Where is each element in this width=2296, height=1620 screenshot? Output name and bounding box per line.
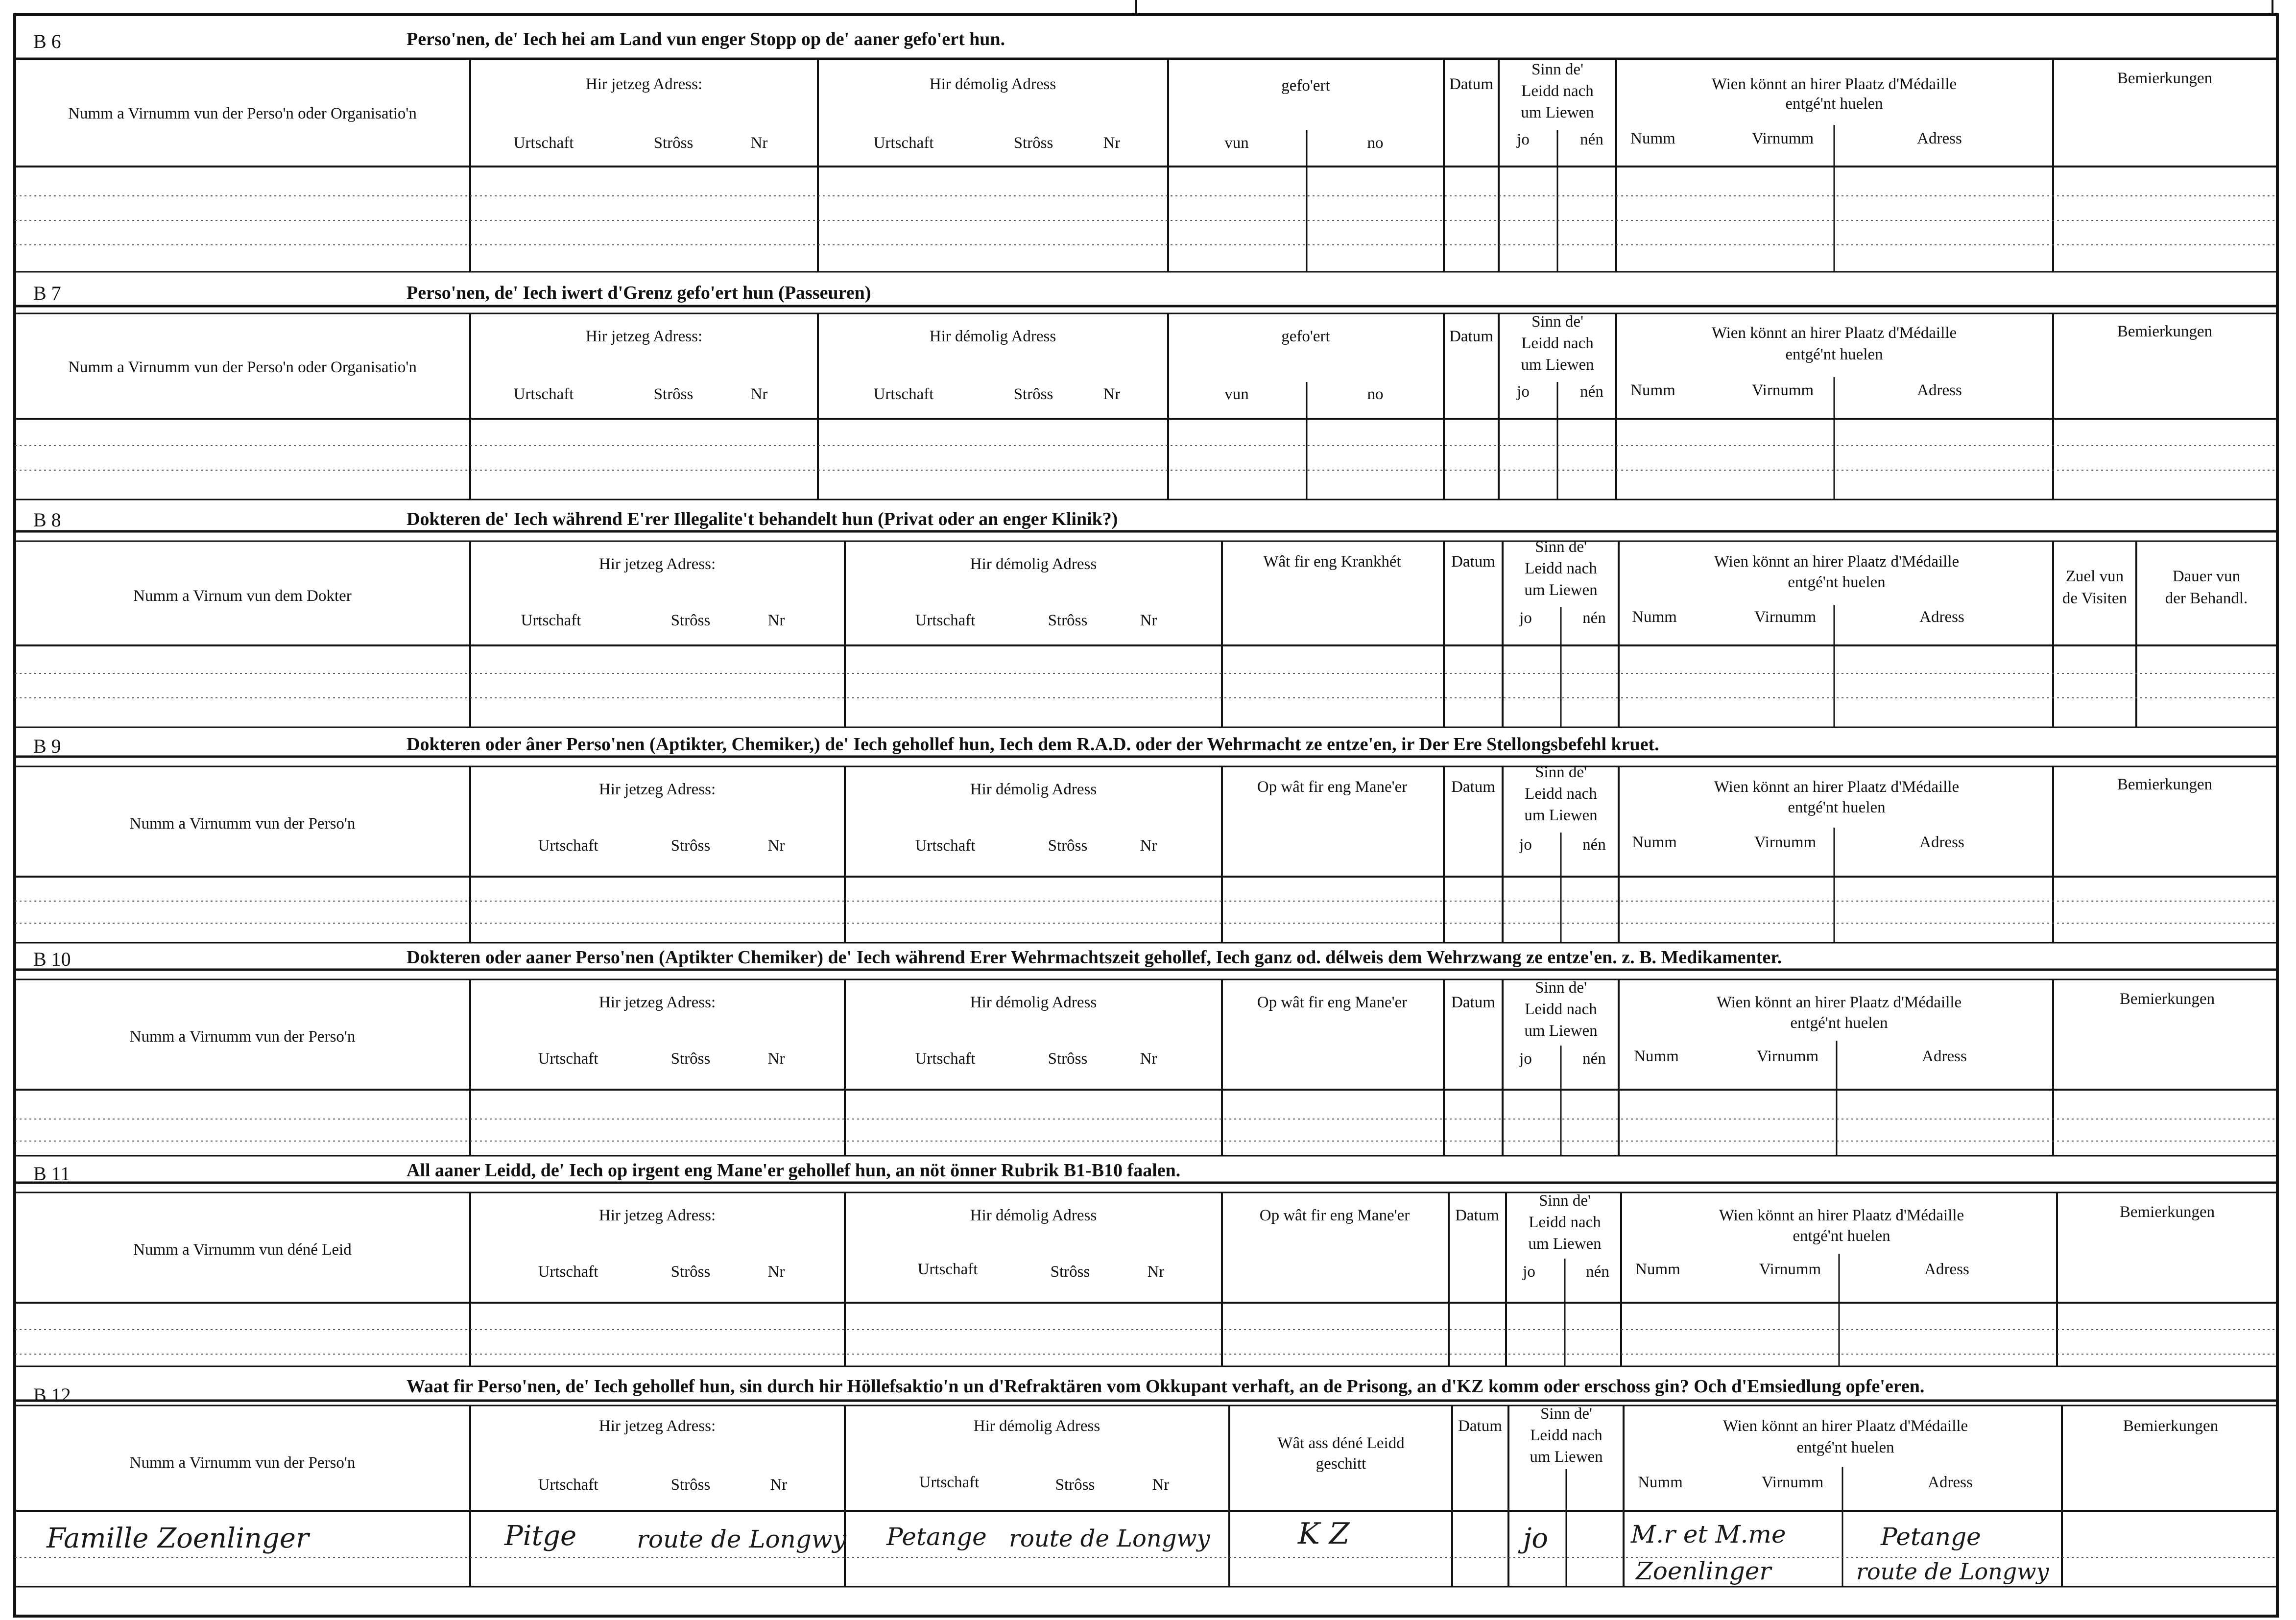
- virnumm-label: Virnumm: [1761, 1474, 1824, 1491]
- virnumm-label: Virnumm: [1751, 381, 1814, 399]
- nr-label: Nr: [767, 612, 785, 629]
- numm-label: Numm: [1630, 130, 1675, 147]
- urtschaft-label: Urtschaft: [873, 385, 934, 403]
- section-title: Dokteren oder aaner Perso'nen (Aptikter Chemiker) de' Iech während Erer Wehrmachtszeit gehollef, Iech ganz od. délweis dem Wehrzwang ze entze'en. z. B. Medikamenter.: [407, 947, 1782, 968]
- alive-header-line: um Liewen: [1524, 581, 1598, 599]
- section-b10: [15, 947, 2277, 1156]
- former-address-header: Hir démolig Adress: [970, 994, 1097, 1011]
- datum-header: Datum: [1451, 778, 1495, 796]
- entry-medal-address-line2: route de Longwy: [1856, 1558, 2049, 1585]
- alive-header-line: Sinn de': [1535, 979, 1587, 997]
- nen-label: nén: [1582, 609, 1606, 627]
- section-code: B 10: [33, 948, 71, 970]
- stross-label: Strôss: [670, 1476, 711, 1494]
- nr-label: Nr: [1152, 1476, 1170, 1494]
- urtschaft-label: Urtschaft: [521, 612, 581, 629]
- medal-header-line: Wien könnt an hirer Plaatz d'Médaille: [1714, 553, 1960, 571]
- stross-label: Strôss: [670, 837, 711, 855]
- remarks-header: Bemierkungen: [2119, 1203, 2215, 1221]
- entry-what-happened: K Z: [1298, 1517, 1350, 1551]
- adress-label: Adress: [1922, 1048, 1967, 1065]
- section-code: B 11: [33, 1163, 71, 1185]
- nr-label: Nr: [750, 385, 768, 403]
- stross-label: Strôss: [653, 134, 694, 152]
- section-title: Dokteren oder âner Perso'nen (Aptikter, Chemiker,) de' Iech gehollef hun, Iech dem R.A.D. oder der Wehrmacht ze entze'en, ir Der Ere Stellongsbefehl kruet.: [407, 734, 1659, 755]
- virnumm-label: Virnumm: [1751, 130, 1814, 147]
- urtschaft-label: Urtschaft: [915, 837, 976, 855]
- transported-header: gefo'ert: [1281, 328, 1330, 345]
- medal-header-line: entgé'nt huelen: [1793, 1227, 1890, 1245]
- jo-label: jo: [1517, 131, 1530, 148]
- entry-medal-name-line1: M.r et M.me: [1631, 1520, 1786, 1549]
- virnumm-label: Virnumm: [1759, 1261, 1821, 1278]
- medal-header-line: Wien könnt an hirer Plaatz d'Médaille: [1711, 324, 1957, 342]
- alive-header-line: Sinn de': [1540, 1405, 1592, 1423]
- alive-header-line: um Liewen: [1521, 104, 1594, 121]
- name-column-header: Numm a Virnumm vun der Perso'n: [129, 1454, 356, 1472]
- remarks-header: Bemierkungen: [2117, 776, 2213, 793]
- section-title: Perso'nen, de' Iech hei am Land vun enger Stopp op de' aaner gefo'ert hun.: [407, 29, 1005, 49]
- stross-label: Strôss: [1048, 837, 1088, 855]
- visits-header-line: Zuel vun: [2065, 568, 2124, 585]
- numm-label: Numm: [1630, 381, 1675, 399]
- medal-header-line: Wien könnt an hirer Plaatz d'Médaille: [1719, 1207, 1964, 1224]
- current-address-header: Hir jetzeg Adress:: [585, 328, 703, 345]
- name-column-header: Numm a Virnumm vun der Perso'n: [129, 815, 356, 833]
- current-address-header: Hir jetzeg Adress:: [598, 1417, 716, 1435]
- stross-label: Strôss: [1048, 612, 1088, 629]
- jo-label: jo: [1519, 1050, 1532, 1068]
- medal-header-line: Wien könnt an hirer Plaatz d'Médaille: [1714, 778, 1960, 796]
- datum-header: Datum: [1458, 1417, 1502, 1435]
- former-address-header: Hir démolig Adress: [929, 75, 1056, 93]
- nen-label: nén: [1580, 131, 1603, 148]
- stross-label: Strôss: [1013, 134, 1053, 152]
- remarks-header: Bemierkungen: [2117, 323, 2213, 340]
- illness-header: Wât fir eng Krankhét: [1263, 553, 1401, 571]
- alive-header-line: Leidd nach: [1529, 1214, 1601, 1231]
- datum-header: Datum: [1449, 75, 1493, 93]
- urtschaft-label: Urtschaft: [538, 1050, 598, 1068]
- former-address-header: Hir démolig Adress: [973, 1417, 1100, 1435]
- entry-former-town: Petange: [886, 1523, 987, 1551]
- entry-medal-name-line2: Zoenlinger: [1636, 1557, 1771, 1585]
- stross-label: Strôss: [653, 385, 694, 403]
- alive-header-line: Sinn de': [1531, 61, 1583, 78]
- what-happened-header-line: geschitt: [1315, 1455, 1366, 1473]
- section-code: B 12: [33, 1384, 71, 1406]
- nen-label: nén: [1582, 1050, 1606, 1068]
- medal-header-line: entgé'nt huelen: [1785, 346, 1883, 363]
- manner-header: Op wât fir eng Mane'er: [1257, 994, 1408, 1011]
- alive-header-line: Sinn de': [1539, 1192, 1591, 1210]
- entry-medal-address-line1: Petange: [1881, 1523, 1981, 1551]
- transported-from-label: vun: [1224, 385, 1249, 403]
- virnumm-label: Virnumm: [1754, 608, 1817, 626]
- former-address-header: Hir démolig Adress: [970, 781, 1097, 798]
- section-title: All aaner Leidd, de' Iech op irgent eng Mane'er gehollef hun, an nöt önner Rubrik B1-B10 faalen.: [407, 1160, 1181, 1181]
- former-address-header: Hir démolig Adress: [970, 1207, 1097, 1224]
- handwritten-entry: [46, 1517, 2050, 1585]
- name-column-header: Numm a Virnumm vun der Perso'n oder Organisatio'n: [68, 105, 417, 122]
- remarks-header: Bemierkungen: [2117, 70, 2213, 87]
- transported-to-label: no: [1367, 134, 1384, 152]
- what-happened-header-line: Wât ass déné Leidd: [1277, 1434, 1405, 1452]
- nr-label: Nr: [770, 1476, 788, 1494]
- alive-header-line: Leidd nach: [1530, 1427, 1602, 1444]
- numm-label: Numm: [1635, 1261, 1680, 1278]
- section-title: Perso'nen, de' Iech iwert d'Grenz gefo'ert hun (Passeuren): [407, 283, 871, 303]
- section-b6: [15, 29, 2277, 272]
- entry-alive: jo: [1523, 1523, 1549, 1554]
- urtschaft-label: Urtschaft: [538, 1263, 598, 1281]
- nr-label: Nr: [1140, 1050, 1157, 1068]
- alive-header-line: um Liewen: [1524, 807, 1598, 824]
- stross-label: Strôss: [670, 1050, 711, 1068]
- datum-header: Datum: [1455, 1207, 1499, 1224]
- datum-header: Datum: [1451, 994, 1495, 1011]
- stross-label: Strôss: [670, 612, 711, 629]
- stross-label: Strôss: [1048, 1050, 1088, 1068]
- medal-header-line: entgé'nt huelen: [1788, 573, 1886, 591]
- alive-header-line: Leidd nach: [1521, 334, 1594, 352]
- alive-header-line: um Liewen: [1524, 1022, 1598, 1040]
- medal-header-line: entgé'nt huelen: [1790, 1014, 1888, 1032]
- section-title: Waat fir Perso'nen, de' Iech gehollef hun, sin durch hir Höllefsaktio'n un d'Refraktären vom Okkupant verhaft, an de Prisong, an d'KZ komm oder erschoss gin? Och d'Emsiedlung opfe'eren.: [407, 1376, 1925, 1397]
- entry-current-street: route de Longwy: [637, 1525, 846, 1553]
- medal-header-line: entgé'nt huelen: [1785, 95, 1883, 113]
- alive-header-line: um Liewen: [1521, 356, 1594, 374]
- former-address-header: Hir démolig Adress: [970, 555, 1097, 573]
- current-address-header: Hir jetzeg Adress:: [598, 994, 716, 1011]
- nr-label: Nr: [1140, 837, 1157, 855]
- current-address-header: Hir jetzeg Adress:: [598, 555, 716, 573]
- adress-label: Adress: [1917, 381, 1962, 399]
- nr-label: Nr: [767, 837, 785, 855]
- medal-header-line: entgé'nt huelen: [1796, 1439, 1894, 1456]
- section-b7: [15, 282, 2277, 500]
- section-code: B 7: [33, 282, 61, 304]
- entry-name: Famille Zoenlinger: [47, 1523, 309, 1554]
- alive-header-line: Sinn de': [1535, 763, 1587, 781]
- section-b11: [15, 1160, 2277, 1366]
- name-column-header: Numm a Virnumm vun déné Leid: [133, 1241, 352, 1259]
- manner-header: Op wât fir eng Mane'er: [1259, 1207, 1410, 1224]
- duration-header-line: der Behandl.: [2165, 590, 2248, 607]
- adress-label: Adress: [1919, 834, 1964, 851]
- section-title: Dokteren de' Iech während E'rer Illegalite't behandelt hun (Privat oder an enger Klinik?): [407, 509, 1118, 529]
- nr-label: Nr: [1147, 1263, 1165, 1281]
- section-b8: [15, 509, 2277, 727]
- entry-current-town: Pitge: [504, 1520, 577, 1552]
- jo-label: jo: [1519, 609, 1532, 627]
- medal-header-line: entgé'nt huelen: [1788, 799, 1886, 816]
- transported-from-label: vun: [1224, 134, 1249, 152]
- urtschaft-label: Urtschaft: [915, 1050, 976, 1068]
- remarks-header: Bemierkungen: [2123, 1417, 2219, 1435]
- urtschaft-label: Urtschaft: [513, 134, 574, 152]
- virnumm-label: Virnumm: [1756, 1048, 1819, 1065]
- name-column-header: Numm a Virnumm vun der Perso'n: [129, 1028, 356, 1046]
- nen-label: nén: [1580, 383, 1603, 401]
- alive-header-line: Leidd nach: [1525, 560, 1597, 577]
- nr-label: Nr: [767, 1050, 785, 1068]
- urtschaft-label: Urtschaft: [538, 1476, 598, 1494]
- virnumm-label: Virnumm: [1754, 834, 1817, 851]
- stross-label: Strôss: [1055, 1476, 1095, 1494]
- current-address-header: Hir jetzeg Adress:: [598, 781, 716, 798]
- alive-header-line: Leidd nach: [1525, 785, 1597, 803]
- urtschaft-label: Urtschaft: [873, 134, 934, 152]
- stross-label: Strôss: [1050, 1263, 1090, 1281]
- medal-header-line: Wien könnt an hirer Plaatz d'Médaille: [1716, 994, 1962, 1011]
- jo-label: jo: [1519, 836, 1532, 854]
- adress-label: Adress: [1924, 1261, 1969, 1278]
- manner-header: Op wât fir eng Mane'er: [1257, 778, 1408, 796]
- name-column-header: Numm a Virnum vun dem Dokter: [133, 587, 352, 605]
- urtschaft-label: Urtschaft: [513, 385, 574, 403]
- transported-header: gefo'ert: [1281, 77, 1330, 95]
- alive-header-line: um Liewen: [1530, 1448, 1603, 1466]
- current-address-header: Hir jetzeg Adress:: [585, 75, 703, 93]
- numm-label: Numm: [1638, 1474, 1683, 1491]
- jo-label: jo: [1523, 1263, 1535, 1281]
- nen-label: nén: [1586, 1263, 1609, 1281]
- former-address-header: Hir démolig Adress: [929, 328, 1056, 345]
- nen-label: nén: [1582, 836, 1606, 854]
- numm-label: Numm: [1634, 1048, 1679, 1065]
- datum-header: Datum: [1451, 553, 1495, 571]
- urtschaft-label: Urtschaft: [915, 612, 976, 629]
- medal-header-line: Wien könnt an hirer Plaatz d'Médaille: [1711, 75, 1957, 93]
- stross-label: Strôss: [670, 1263, 711, 1281]
- nr-label: Nr: [1140, 612, 1157, 629]
- section-b9: [15, 734, 2277, 943]
- nr-label: Nr: [767, 1263, 785, 1281]
- section-code: B 8: [33, 509, 61, 531]
- alive-header-line: Leidd nach: [1525, 1001, 1597, 1018]
- numm-label: Numm: [1632, 834, 1677, 851]
- section-code: B 6: [33, 30, 61, 52]
- datum-header: Datum: [1449, 328, 1493, 345]
- entry-former-street: route de Longwy: [1009, 1525, 1210, 1552]
- urtschaft-label: Urtschaft: [917, 1261, 978, 1278]
- section-code: B 9: [33, 735, 61, 757]
- nr-label: Nr: [750, 134, 768, 152]
- medal-header-line: Wien könnt an hirer Plaatz d'Médaille: [1722, 1417, 1968, 1435]
- urtschaft-label: Urtschaft: [919, 1474, 980, 1491]
- nr-label: Nr: [1103, 385, 1121, 403]
- name-column-header: Numm a Virnumm vun der Perso'n oder Organisatio'n: [68, 358, 417, 376]
- urtschaft-label: Urtschaft: [538, 837, 598, 855]
- alive-header-line: Sinn de': [1531, 313, 1583, 331]
- transported-to-label: no: [1367, 385, 1384, 403]
- remarks-header: Bemierkungen: [2119, 990, 2215, 1008]
- alive-header-line: Sinn de': [1535, 538, 1587, 556]
- duration-header-line: Dauer vun: [2172, 568, 2241, 585]
- adress-label: Adress: [1919, 608, 1964, 626]
- alive-header-line: Leidd nach: [1521, 82, 1594, 100]
- stross-label: Strôss: [1013, 385, 1053, 403]
- jo-label: jo: [1517, 383, 1530, 401]
- numm-label: Numm: [1632, 608, 1677, 626]
- adress-label: Adress: [1917, 130, 1962, 147]
- adress-label: Adress: [1928, 1474, 1973, 1491]
- nr-label: Nr: [1103, 134, 1121, 152]
- current-address-header: Hir jetzeg Adress:: [598, 1207, 716, 1224]
- visits-header-line: de Visiten: [2062, 590, 2128, 607]
- section-b12: [15, 1376, 2277, 1587]
- alive-header-line: um Liewen: [1528, 1235, 1602, 1253]
